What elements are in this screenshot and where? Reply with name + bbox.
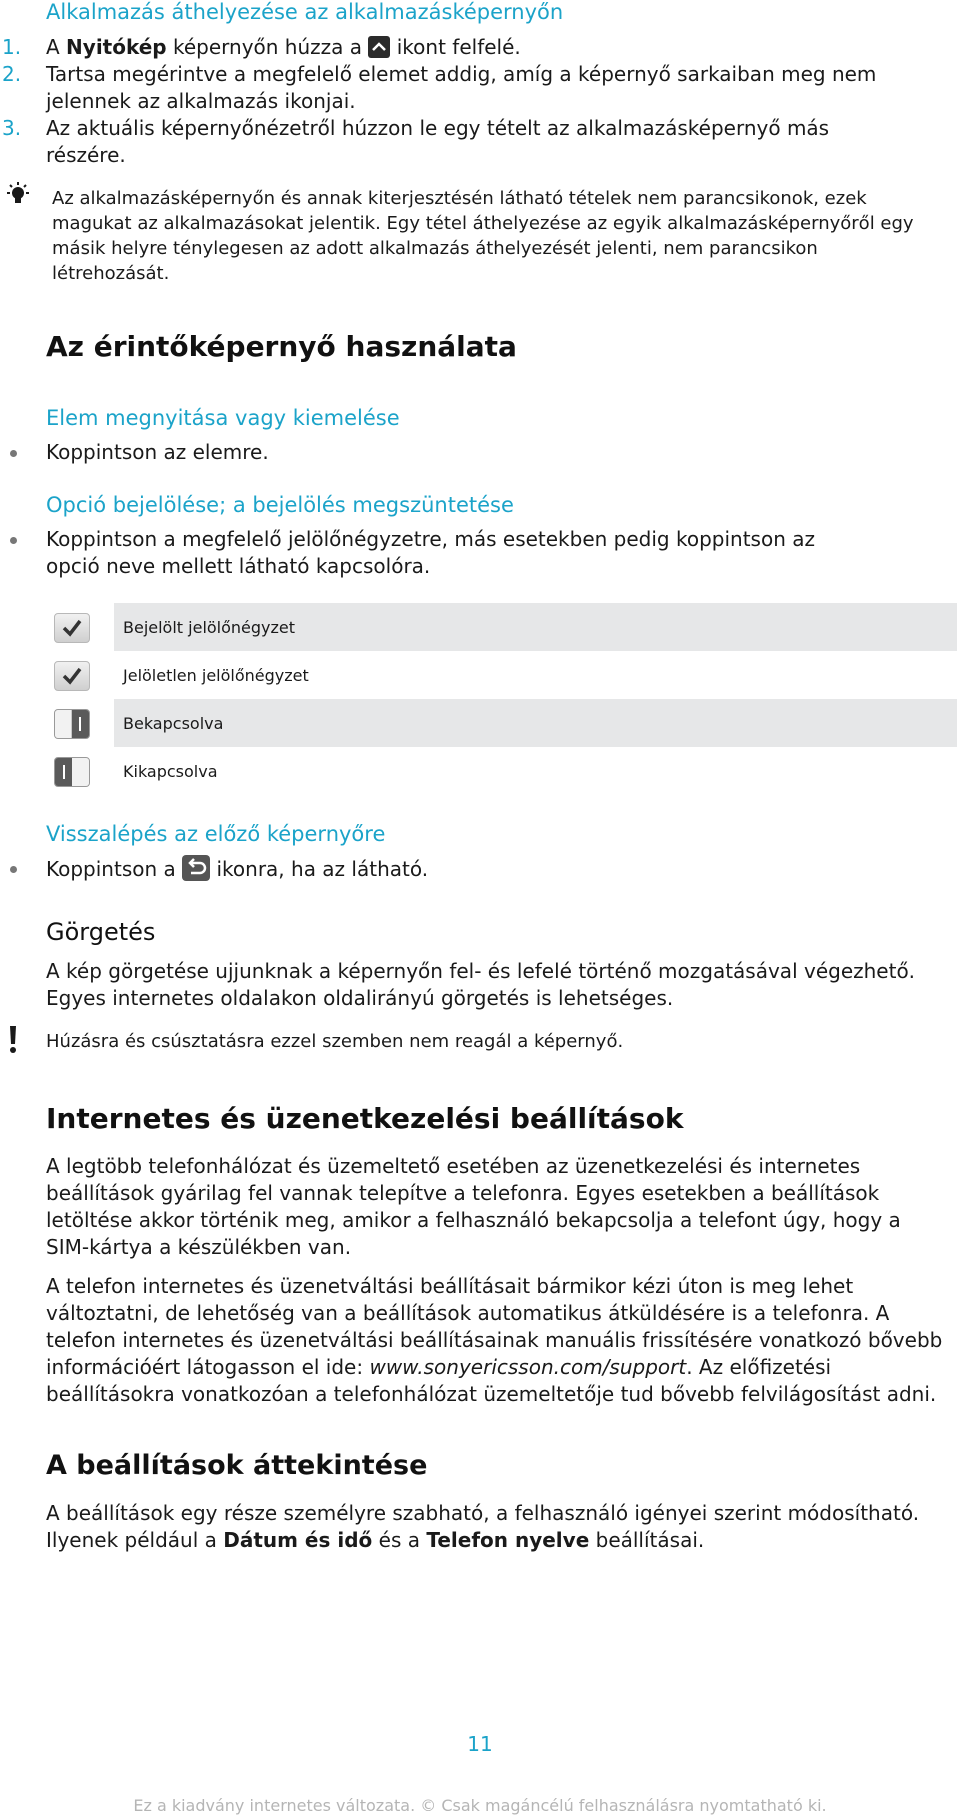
internet-para2-line: A telefon internetes és üzenetváltási beállításait bármikor kézi úton is meg lehet bbox=[46, 1274, 854, 1298]
heading-settings-overview: A beállítások áttekintése bbox=[46, 1450, 428, 1481]
step-number: 1. bbox=[2, 35, 22, 59]
toggle-on-icon bbox=[54, 709, 90, 739]
row-label: Jelöletlen jelölőnégyzet bbox=[123, 665, 309, 685]
heading-scrolling: Görgetés bbox=[46, 918, 156, 946]
section-title-move-app: Alkalmazás áthelyezése az alkalmazásképernyőn bbox=[46, 0, 564, 24]
row-label: Kikapcsolva bbox=[123, 761, 218, 781]
step-1-text: A Nyitókép képernyőn húzza a ikont felfelé. bbox=[46, 35, 521, 59]
select-option-line-2: opció neve mellett látható kapcsolóra. bbox=[46, 554, 431, 578]
support-link[interactable]: www.sonyericsson.com/support bbox=[369, 1355, 687, 1379]
tip-line-3: másik helyre ténylegesen az adott alkalmazás áthelyezését jelenti, nem parancsikon bbox=[52, 238, 818, 259]
chevron-up-icon bbox=[368, 36, 390, 58]
bullet-dot bbox=[10, 866, 17, 873]
scroll-line-2: Egyes internetes oldalakon oldalirányú görgetés is lehetséges. bbox=[46, 986, 674, 1010]
step-3-line-2: részére. bbox=[46, 143, 126, 167]
row-label: Bekapcsolva bbox=[123, 713, 224, 733]
internet-para1-line: SIM-kártya a készülékben van. bbox=[46, 1235, 352, 1259]
step-3-line-1: Az aktuális képernyőnézetről húzzon le egy tételt az alkalmazásképernyő más bbox=[46, 116, 830, 140]
heading-internet-settings: Internetes és üzenetkezelési beállítások bbox=[46, 1102, 684, 1135]
table-row bbox=[114, 699, 957, 747]
page-number: 11 bbox=[467, 1732, 493, 1756]
internet-para1-line: A legtöbb telefonhálózat és üzemeltető esetében az üzenetkezelési és internetes bbox=[46, 1154, 861, 1178]
bullet-dot bbox=[10, 537, 17, 544]
step-number: 3. bbox=[2, 116, 22, 140]
exclamation-icon bbox=[6, 1024, 20, 1054]
section-title-select-option: Opció bejelölése; a bejelölés megszüntetése bbox=[46, 493, 514, 517]
row-label: Bejelölt jelölőnégyzet bbox=[123, 617, 296, 637]
tip-line-2: magukat az alkalmazásokat jelentik. Egy tétel áthelyezése az egyik alkalmazásképernyőről egy bbox=[52, 213, 914, 234]
step-2-line-1: Tartsa megérintve a megfelelő elemet addig, amíg a képernyő sarkaiban meg nem bbox=[46, 62, 877, 86]
overview-line-2: Ilyenek például a Dátum és idő és a Telefon nyelve beállításai. bbox=[46, 1528, 705, 1552]
internet-para2-line: beállításokra vonatkozóan a telefonhálózat üzemeltetője tud bővebb felvilágosítást adni. bbox=[46, 1382, 937, 1406]
step-number: 2. bbox=[2, 62, 22, 86]
bullet-dot bbox=[10, 450, 17, 457]
back-text: Koppintson a ikonra, ha az látható. bbox=[46, 857, 429, 881]
internet-para2-line: változtatni, de lehetőség van a beállítások automatikus átküldésére is a telefonra. A bbox=[46, 1301, 890, 1325]
lightbulb-icon bbox=[2, 180, 30, 208]
step-2-line-2: jelennek az alkalmazás ikonjai. bbox=[46, 89, 356, 113]
back-arrow-icon bbox=[182, 855, 210, 881]
checkbox-checked-icon bbox=[54, 613, 90, 643]
table-row bbox=[114, 651, 957, 699]
toggle-off-icon bbox=[54, 757, 90, 787]
section-title-back: Visszalépés az előző képernyőre bbox=[46, 822, 386, 846]
internet-para2-line: telefon internetes és üzenetváltási beállításainak manuális frissítésére vonatkozó bővebb bbox=[46, 1328, 943, 1352]
table-row bbox=[114, 747, 957, 795]
internet-para1-line: letöltése akkor történik meg, amikor a felhasználó bekapcsolja a telefont úgy, hogy a bbox=[46, 1208, 901, 1232]
internet-para2-line: információért látogasson el ide: www.sonyericsson.com/support. Az előfizetési bbox=[46, 1355, 832, 1379]
table-row bbox=[114, 603, 957, 651]
open-item-text: Koppintson az elemre. bbox=[46, 440, 269, 464]
heading-touchscreen: Az érintőképernyő használata bbox=[46, 330, 517, 363]
select-option-line-1: Koppintson a megfelelő jelölőnégyzetre, más esetekben pedig koppintson az bbox=[46, 527, 815, 551]
scroll-warning: Húzásra és csúsztatásra ezzel szemben nem reagál a képernyő. bbox=[46, 1031, 624, 1052]
footer-text: Ez a kiadvány internetes változata. © Csak magáncélú felhasználásra nyomtatható ki. bbox=[133, 1796, 827, 1815]
checkbox-unchecked-icon bbox=[54, 661, 90, 691]
tip-line-4: létrehozását. bbox=[52, 263, 170, 284]
tip-line-1: Az alkalmazásképernyőn és annak kiterjesztésén látható tételek nem parancsikonok, ezek bbox=[52, 188, 867, 209]
internet-para1-line: beállítások gyárilag fel vannak telepítve a telefonra. Egyes esetekben a beállítások bbox=[46, 1181, 880, 1205]
section-title-open-item: Elem megnyitása vagy kiemelése bbox=[46, 406, 400, 430]
overview-line-1: A beállítások egy része személyre szabható, a felhasználó igényei szerint módosítható. bbox=[46, 1501, 920, 1525]
scroll-line-1: A kép görgetése ujjunknak a képernyőn fel- és lefelé történő mozgatásával végezhető. bbox=[46, 959, 916, 983]
